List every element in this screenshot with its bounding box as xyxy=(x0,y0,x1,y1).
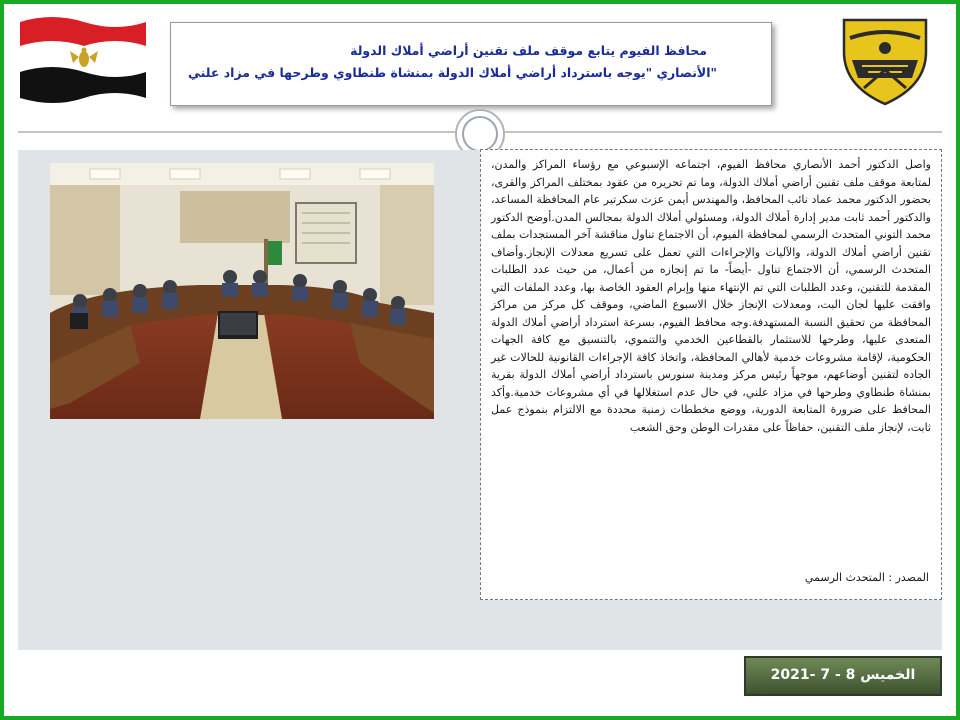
article-source: المصدر : المتحدث الرسمي xyxy=(804,571,929,584)
headline-box xyxy=(170,22,772,106)
meeting-photo xyxy=(50,163,434,419)
date-label: الخميس 8 - 7 -2021 xyxy=(770,667,916,683)
headline-main: محافظ الفيوم يتابع موقف ملف تقنين أراضي أملاك الدولة xyxy=(350,43,707,58)
date-bar xyxy=(744,656,942,696)
egypt-flag-icon xyxy=(14,12,150,104)
article-box xyxy=(480,149,942,600)
article-body: واصل الدكتور أحمد الأنصاري محافظ الفيوم، اجتماعه الإسبوعي مع رؤساء المراكز والمدن، لمتابعة موقف ملف تقنين أراضي أملاك الدولة، وما تم تحريره من عقود بمختلف المراكز والقرى، بحضور الدكتور محمد عماد نائب المحافظ، والمهندس أيمن عزت سكرتير عام المحافظة المساعد، والدكتور أحمد ثابت مدير إدارة أملاك الدولة، ومسئولي أملاك الدولة بمجالس المدن.أوضح الدكتور محمد التوني المتحدث الرسمي لمحافظة الفيوم، أن الاجتماع تناول مناقشة آخر المستجدات بملف تقنين أراضي أملاك الدولة، والآليات والإجراءات التي تعمل على تسريع معدلات الإنجاز.وأضاف المتحدث الرسمي، أن الاجتماع تناول -أيضاً- ما تم إنجازه من أعمال، من حيث عدد الطلبات المقدمة للتقنين، وعدد الطلبات التي تم الإنتهاء منها وإبرام العقود الخاصة بها، وعدد الملفات التي وافقت عليها لجان البت، ومعدلات الإنجاز خلال الاسبوع الماضي، وموقف كل مركز من مراكز المحافظة من تحقيق النسبة المستهدفة.وجه محافظ الفيوم، بسرعة استرداد أراضي أملاك الدولة المتعدى عليها، وطرحها للاستثمار بالقطاعين الخدمي والتنموي، بالتنسيق مع كافة الجهات الحكومية، لإقامة مشروعات خدمية لأهالي المحافظة، واتخاذ كافة الإجراءات القانونية للحالات غير الجاده لتقنين أوضاعهم، موجهاً رئيس مركز ومدينة سنورس باسترداد أراضي أملاك الدولة بقرية بمنشاة طنطاوي وطرحها في مزاد علني، في حال عدم استغلالها في أي مشروعات خدمية.وأكد المحافظ على ضرورة المتابعة الدورية، ووضع مخططات زمنية محددة مع الالتزام بنموذج عمل ثابت، لإنجاز ملف التقنين، حفاظاً على مقدرات الوطن وحق الشعب xyxy=(491,158,931,434)
headline-sub: "الأنصاري "يوجه باسترداد أراضي أملاك الدولة بمنشاة طنطاوي وطرحها في مزاد علني xyxy=(188,65,717,80)
fayoum-governorate-logo-icon xyxy=(834,8,936,108)
divider-ring-inner xyxy=(462,116,498,152)
